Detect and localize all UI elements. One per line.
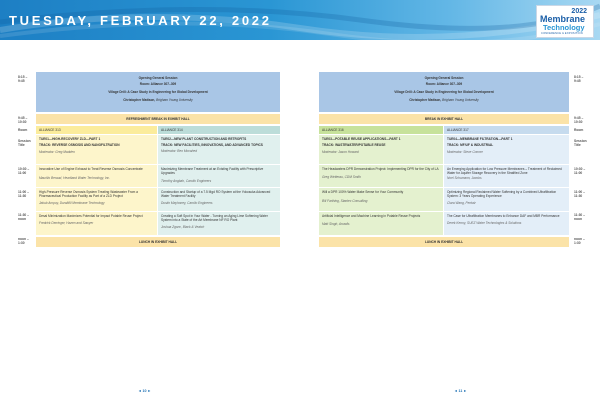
- logo-line-1: Membrane: [540, 14, 586, 24]
- presentation-title: Creating a Soft Spot in Your Water - Turning an Aging Lime Softening Water System into a State of the Art Membrane NF RO Plant: [161, 213, 268, 222]
- room-header: ALLIANCE 313: [36, 126, 157, 134]
- presentation-speaker: Fredrick Derringer, Hazen and Sawyer: [39, 220, 94, 225]
- session-track: TRACK: NEW FACILITIES, INNOVATIONS, AND ADVANCED TOPICS: [161, 142, 263, 147]
- general-session-room: Room: Alliance 307–309: [425, 82, 463, 87]
- presentation-title: Construction and Startup of a 7.5 Mgd RO System at the Yokosuka Advanced Water Treatment Facility: [161, 189, 271, 198]
- presentation: [158, 165, 280, 187]
- room-header: ALLIANCE 317: [444, 126, 569, 134]
- session-moderator: Moderator: Jason Howard: [322, 149, 359, 154]
- presentation: [36, 212, 157, 235]
- time-label: 11:30 – noon: [574, 213, 585, 222]
- room-header: ALLIANCE 314: [158, 126, 280, 134]
- presentation: [444, 165, 569, 187]
- session-track: TRACK: MF/UF & INDUSTRIAL: [447, 142, 494, 147]
- presentation-speaker: Jakub Ampuy, DuraMill Membrane Technology: [39, 200, 105, 205]
- time-label: 10:30 – 11:00: [18, 167, 30, 176]
- presentation-title: Will a DPR 100% Water Make Sense for Your Community: [322, 189, 404, 194]
- presentation-title: An Emerging Application for Low Pressure Membranes – Treatment of Reclaimed Water for Aquifer Storage Recovery in the Stratified Zone: [447, 166, 562, 175]
- time-label: 8:15 – 9:45: [574, 75, 584, 84]
- session-title: TUE04—MEMBRANE FILTRATION—PART 1: [447, 136, 513, 141]
- session-moderator: Moderator: Steve Conner: [447, 149, 483, 154]
- logo-year: 2022: [571, 8, 587, 15]
- page-number: ◄ 10 ►: [138, 389, 152, 393]
- general-session-room: Room: Alliance 307–309: [139, 82, 177, 87]
- presentation-speaker: Maurilio Beraud, Heartland Water Technology, Inc.: [39, 175, 110, 180]
- general-session-talk: Village Drill: A Case Study in Engineering for Global Development: [108, 90, 208, 95]
- presentation: [158, 188, 280, 211]
- session-info: [158, 135, 280, 164]
- presentation: [319, 188, 443, 211]
- presentation-title: Optimizing Regional Reclaimed Water Softening by a Combined Ultrafiltration System: 3 Years Operating Experience: [447, 189, 557, 198]
- logo-line-2: Technology: [543, 23, 585, 32]
- break-row: REFRESHMENT BREAK IN EXHIBIT HALL: [36, 114, 280, 124]
- presentation: [36, 188, 157, 211]
- presentation-speaker: Derek Kenny, SUEZ Water Technologies & Solutions: [447, 220, 522, 225]
- lunch-row: LUNCH IN EXHIBIT HALL: [36, 237, 280, 247]
- session-title: TUE03—POTABLE REUSE APPLICATIONS—PART 1: [322, 136, 401, 141]
- general-session-affiliation: Brigham Young University: [442, 98, 479, 103]
- presentation: [319, 165, 443, 187]
- presentation-speaker: Joshua Zgonc, Black & Veatch: [161, 224, 205, 229]
- time-label: 10:30 – 11:00: [574, 167, 586, 176]
- presentation-title: Desal Minimization Maximizes Potential for Impact Potable Reuse Project: [39, 213, 143, 218]
- session-info: [36, 135, 157, 164]
- page-number: ◄ 11 ►: [454, 389, 467, 393]
- logo-line-3: CONFERENCE & EXPOSITION: [541, 32, 583, 35]
- presentation-title: Artificial Intelligence and Machine Learning in Potable Reuse Projects: [322, 213, 421, 218]
- session-track: TRACK: WASTEWATER/POTABLE REUSE: [322, 142, 386, 147]
- presentation-title: Maximizing Membrane Treatment at an Existing Facility with Prescriptive Upgrades: [161, 166, 264, 175]
- general-session-speaker: Christopher Mattson,: [409, 98, 442, 103]
- time-label: 11:00 – 11:30: [18, 190, 29, 199]
- presentation: [158, 212, 280, 235]
- presentation-title: The Case for Ultrafiltration Membranes to Enhance DAF and MBR Performance: [447, 213, 560, 218]
- presentation: [444, 212, 569, 235]
- session-label: Session Title: [574, 139, 587, 148]
- room-label: Room: [18, 128, 28, 132]
- room-label: Room: [574, 128, 584, 132]
- presentation: [319, 212, 443, 235]
- session-moderator: Moderator: Ben Movahed: [161, 148, 197, 153]
- presentation-speaker: Dustin Mayhoney, Carollo Engineers: [161, 200, 213, 205]
- lunch-row: LUNCH IN EXHIBIT HALL: [319, 237, 569, 247]
- conference-logo: [536, 5, 594, 38]
- presentation-speaker: Timothy Angbah, Carollo Engineers: [161, 178, 212, 183]
- presentation-speaker: Bill Farthing, Stantec Consulting: [322, 198, 368, 203]
- presentation-title: Innovative Use of Engine Exhaust to Treat Reverse Osmosis Concentrate: [39, 166, 143, 171]
- time-label: 9:45 – 10:30: [574, 116, 584, 125]
- general-session-title: Opening General Session: [424, 76, 464, 80]
- session-info: [444, 135, 569, 164]
- room-header: ALLIANCE 316: [319, 126, 443, 134]
- time-label: noon – 1:30: [574, 237, 585, 246]
- session-title: TUE01—HIGH-RECOVERY ZLD—PART 1: [39, 136, 101, 141]
- presentation-speaker: Matt Singh, Arcadis: [322, 221, 350, 226]
- general-session-block: [36, 72, 280, 112]
- time-label: 8:15 – 9:45: [18, 75, 28, 84]
- session-title: TUE02—NEW PLANT CONSTRUCTION AND RETROFITS: [161, 136, 247, 141]
- general-session-talk: Village Drill: A Case Study in Engineering for Global Development: [394, 90, 494, 95]
- general-session-block: [319, 72, 569, 112]
- break-row: BREAK IN EXHIBIT HALL: [319, 114, 569, 124]
- presentation-speaker: Clara Wang, Pentair: [447, 200, 476, 205]
- presentation-title: High-Pressure Reverse Osmosis System Treating Wastewater From a Pharmaceutical Production Facility as Part of a ZLD Project: [39, 189, 138, 198]
- time-label: 9:45 – 10:30: [18, 116, 28, 125]
- session-label: Session Title: [18, 139, 31, 148]
- presentation: [444, 188, 569, 211]
- session-moderator: Moderator: Greg Madden: [39, 149, 75, 154]
- page-header: [0, 0, 600, 40]
- general-session-speaker: Christopher Mattson,: [123, 98, 156, 103]
- page-title: TUESDAY, FEBRUARY 22, 2022: [9, 13, 272, 28]
- time-label: noon – 1:30: [18, 237, 29, 246]
- time-label: 11:30 – noon: [18, 213, 29, 222]
- presentation: [36, 165, 157, 187]
- presentation-title: The Headwaters DPR Demonstration Project: Implementing DPR for the City of LA: [322, 166, 439, 171]
- presentation-speaker: Greg Wetterau, CDM Smith: [322, 174, 361, 179]
- presentation-speaker: Noel Schumann, Jacobs: [447, 175, 482, 180]
- general-session-affiliation: Brigham Young University: [156, 98, 193, 103]
- session-track: TRACK: REVERSE OSMOSIS AND NANOFILTRATION: [39, 142, 120, 147]
- time-label: 11:00 – 11:30: [574, 190, 585, 199]
- general-session-title: Opening General Session: [138, 76, 178, 80]
- session-info: [319, 135, 443, 164]
